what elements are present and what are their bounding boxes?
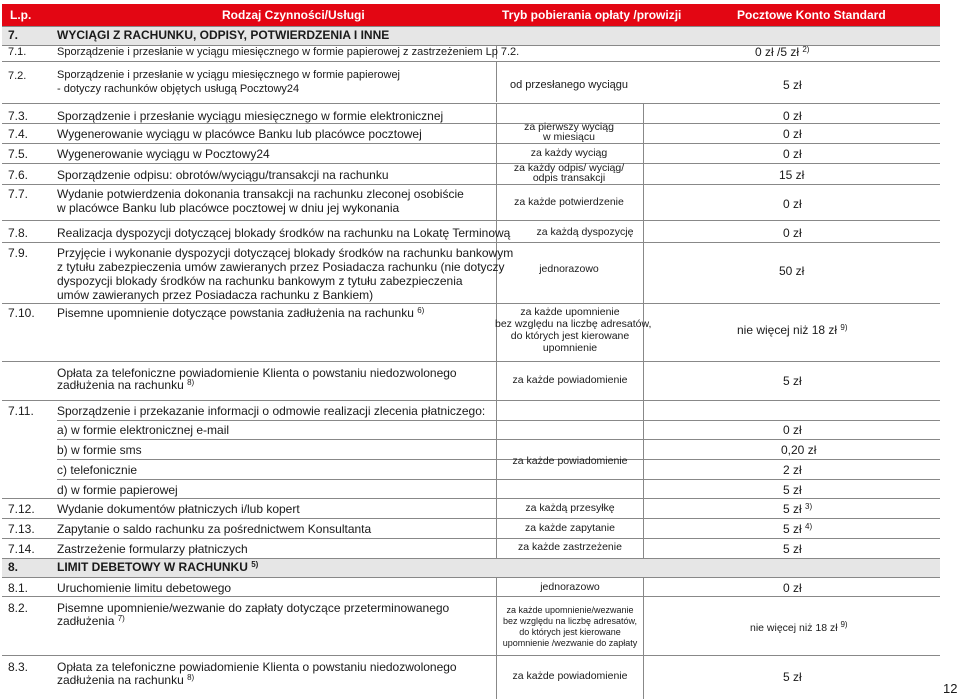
header-konto: Pocztowe Konto Standard — [737, 8, 886, 22]
row-mode: za każdą przesyłkę — [525, 502, 615, 514]
row-separator — [2, 498, 940, 499]
row-separator — [2, 655, 940, 656]
row-fee: nie więcej niż 18 zł $^{9)}$ — [750, 620, 848, 634]
list-item: d) w formie papierowej — [57, 483, 178, 497]
row-mode: upomnienie — [542, 342, 598, 354]
row-number: 7.1. — [8, 46, 27, 58]
row-fee: 0 zł — [783, 581, 802, 595]
row-fee: 5 zł $^{4)}$ — [783, 522, 813, 536]
row-fee: 50 zł — [779, 264, 805, 278]
row-mode: za każde upomnienie/wezwanie — [506, 605, 634, 615]
row-text: w placówce Banku lub placówce pocztowej w dniu jej wykonania — [57, 201, 400, 215]
row-number: 7.11. — [8, 404, 34, 418]
row-text: Przyjęcie i wykonanie dyspozycji dotyczącej blokady środków na rachunku bankowym — [57, 246, 514, 260]
row-fee: 5 zł — [783, 483, 802, 497]
header-rodzaj: Rodzaj Czynności/Usługi — [222, 8, 365, 22]
row-text: Wygenerowanie wyciągu w placówce Banku lub placówce pocztowej — [57, 127, 422, 141]
row-mode: w miesiącu — [543, 131, 595, 143]
row-mode: za każdy odpis/ wyciąg/ — [513, 162, 625, 174]
row-mode: za każde upomnienie — [520, 306, 620, 318]
row-mode: za każde zastrzeżenie — [518, 541, 622, 553]
row-text: Sporządzenie i przekazanie informacji o odmowie realizacji zlecenia płatniczego: — [57, 404, 486, 418]
row-number: 7.14. — [8, 542, 35, 556]
row-separator — [2, 123, 940, 124]
row-text: zadłużenia na rachunku $^{8)}$ — [57, 673, 195, 687]
row-separator — [2, 303, 940, 304]
row-fee: 0 zł — [783, 226, 802, 240]
row-separator — [2, 518, 940, 519]
row-mode: odpis transakcji — [532, 172, 606, 184]
row-text: z tytułu zabezpieczenia umów zawieranych przez Posiadacza rachunku (nie dotyczy — [57, 260, 505, 274]
row-fee: 5 zł — [783, 374, 802, 388]
row-mode: od przesłanego wyciągu — [509, 79, 629, 91]
row-separator — [2, 220, 940, 221]
row-fee: 5 zł — [783, 78, 802, 92]
row-text: Zastrzeżenie formularzy płatniczych — [57, 542, 248, 556]
row-separator — [57, 479, 940, 480]
divider — [496, 61, 497, 102]
row-number: 8.3. — [8, 660, 29, 674]
row-fee: 15 zł — [779, 168, 805, 182]
row-text: Opłata za telefoniczne powiadomienie Klienta o powstaniu niedozwolonego — [57, 660, 457, 674]
row-number: 8.2. — [8, 601, 29, 615]
row-mode: za pierwszy wyciąg — [524, 121, 614, 133]
row-separator — [57, 420, 940, 421]
row-mode: za każde powiadomienie — [512, 455, 628, 467]
row-text: Wydanie potwierdzenia dokonania transakcji na rachunku zleconej osobiście — [57, 187, 464, 201]
table-header — [2, 4, 940, 26]
row-number: 7.5. — [8, 147, 29, 161]
row-mode: za każdą dyspozycję — [536, 226, 634, 238]
row-mode: upomnienie /wezwanie do zapłaty — [502, 638, 638, 648]
row-number: 7.12. — [8, 502, 35, 516]
row-text: Zapytanie o saldo rachunku za pośrednictwem Konsultanta — [57, 522, 372, 536]
row-number: 7.3. — [8, 109, 29, 123]
list-item: a) w formie elektronicznej e-mail — [57, 423, 230, 437]
row-fee: 5 zł — [783, 670, 802, 684]
row-text: Wydanie dokumentów płatniczych i/lub kopert — [57, 502, 300, 516]
row-text: Opłata za telefoniczne powiadomienie Klienta o powstaniu niedozwolonego — [57, 366, 457, 380]
section-title: WYCIĄGI Z RACHUNKU, ODPISY, POTWIERDZENIA I INNE — [57, 28, 390, 42]
row-text: Uruchomienie limitu debetowego — [57, 581, 232, 595]
row-text: Realizacja dyspozycji dotyczącej blokady środków na rachunku na Lokatę Terminową — [57, 226, 511, 240]
row-fee: 2 zł — [783, 463, 802, 477]
row-mode: do których jest kierowane — [510, 330, 630, 342]
row-separator — [2, 103, 940, 104]
row-fee: 0 zł /5 zł $^{2)}$ — [755, 45, 810, 59]
row-number: 7.6. — [8, 168, 29, 182]
row-separator — [2, 143, 940, 144]
row-fee: 0 zł — [783, 197, 802, 211]
header-tryb: Tryb pobierania opłaty /prowizji — [502, 8, 682, 22]
row-text: Sporządzenie i przesłanie wyciągu miesięcznego w formie elektronicznej — [57, 109, 444, 123]
row-mode: do których jest kierowane — [519, 627, 621, 637]
row-mode: bez względu na liczbę adresatów, — [502, 616, 638, 626]
row-separator — [2, 61, 940, 62]
row-mode: za każde potwierdzenie — [514, 196, 624, 208]
row-text: Sporządzenie odpisu: obrotów/wyciągu/transakcji na rachunku — [57, 168, 389, 182]
row-fee: 0 zł — [783, 127, 802, 141]
row-text: Wygenerowanie wyciągu w Pocztowy24 — [57, 147, 270, 161]
row-mode: za każde powiadomienie — [512, 374, 628, 386]
row-mode: za każdy wyciąg — [530, 147, 608, 159]
row-mode: za każde zapytanie — [525, 522, 615, 534]
row-separator — [2, 596, 940, 597]
row-number: 7.7. — [8, 187, 29, 201]
row-fee: 0,20 zł — [781, 443, 817, 457]
row-number: 7.2. — [8, 70, 27, 82]
row-fee: 5 zł $^{3)}$ — [783, 502, 813, 516]
list-item: b) w formie sms — [57, 443, 142, 457]
row-text: - dotyczy rachunków objętych usługą Pocztowy24 — [57, 83, 300, 95]
row-text: zadłużenia na rachunku $^{8)}$ — [57, 378, 195, 392]
page-number: 12 — [943, 681, 958, 696]
row-fee: nie więcej niż 18 zł $^{9)}$ — [737, 323, 848, 337]
row-mode: za każde powiadomienie — [512, 670, 628, 682]
row-text: Sporządzenie i przesłanie w yciągu miesięcznego w formie papierowej z zastrzeżeniem Lp 7.2. — [57, 46, 520, 58]
row-number: 7.4. — [8, 127, 29, 141]
row-fee: 0 zł — [783, 147, 802, 161]
row-separator — [2, 242, 940, 243]
row-separator — [57, 439, 940, 440]
row-number: 7.10. — [8, 306, 35, 320]
row-mode: jednorazowo — [540, 581, 600, 593]
row-text: zadłużenia $^{7)}$ — [57, 614, 125, 628]
row-number: 7.8. — [8, 226, 29, 240]
row-number: 8.1. — [8, 581, 29, 595]
row-mode: bez względu na liczbę adresatów, — [495, 318, 652, 330]
row-text: Pisemne upomnienie dotyczące powstania zadłużenia na rachunku $^{6)}$ — [57, 306, 425, 320]
row-number: 7.13. — [8, 522, 35, 536]
row-fee: 0 zł — [783, 109, 802, 123]
header-lp: L.p. — [10, 8, 32, 22]
row-text: dyspozycji blokady środków na rachunku bankowym z tytułu zabezpieczenia — [57, 274, 463, 288]
row-separator — [2, 184, 940, 185]
list-item: c) telefonicznie — [57, 463, 138, 477]
section-number: 7. — [8, 28, 19, 42]
row-number: 7.9. — [8, 246, 29, 260]
row-fee: 0 zł — [783, 423, 802, 437]
row-separator — [2, 163, 940, 164]
row-separator — [2, 361, 940, 362]
row-text: Sporządzenie i przesłanie w yciągu miesięcznego w formie papierowej — [57, 69, 401, 81]
row-fee: 5 zł — [783, 542, 802, 556]
row-separator — [2, 538, 940, 539]
row-text: Pisemne upomnienie/wezwanie do zapłaty dotyczące przeterminowanego — [57, 601, 450, 615]
row-separator — [2, 400, 940, 401]
section-title: LIMIT DEBETOWY W RACHUNKU $^{5)}$ — [57, 560, 259, 574]
row-text: umów zawieranych przez Posiadacza rachunku z Bankiem) — [57, 288, 374, 302]
section-number: 8. — [8, 560, 19, 574]
row-mode: jednorazowo — [539, 263, 599, 275]
